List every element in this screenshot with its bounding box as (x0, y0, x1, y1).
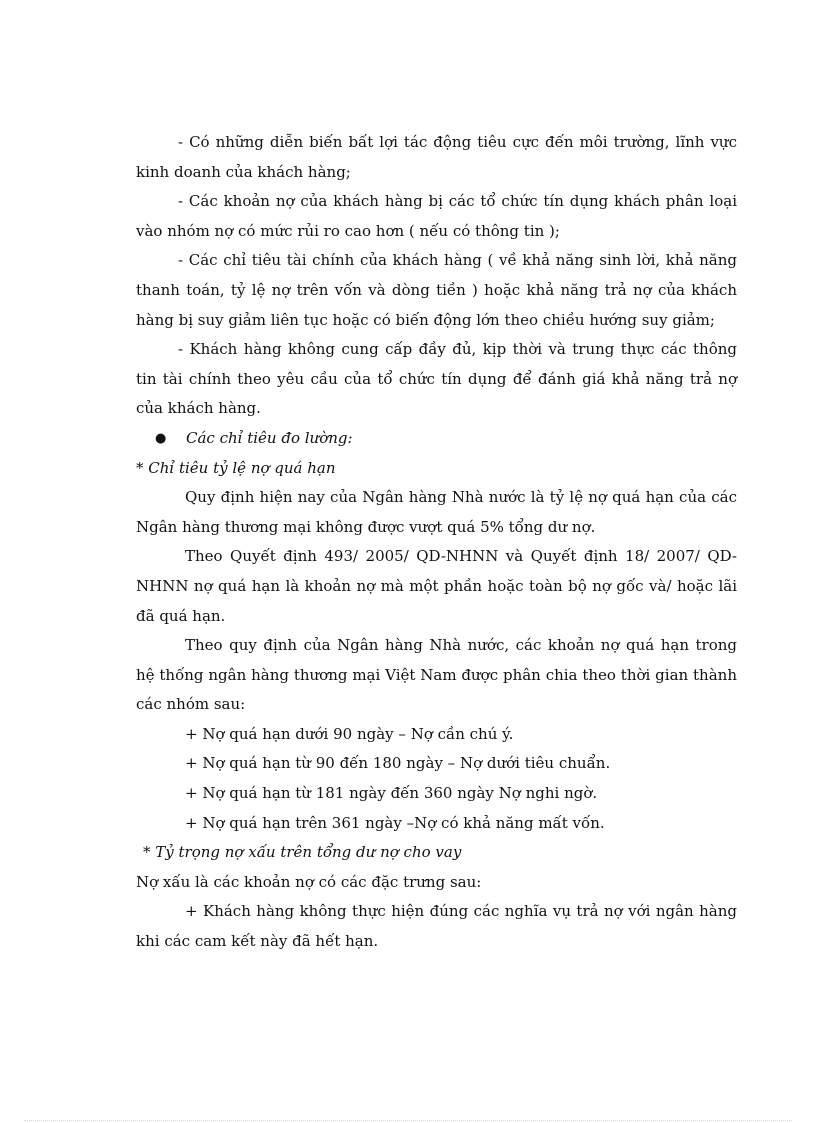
bullet-heading-text: Các chỉ tiêu đo lường: (186, 428, 353, 447)
paragraph-bad-debt-intro: Nợ xấu là các khoản nợ có các đặc trưng sau: (136, 872, 482, 891)
document-body (136, 128, 737, 957)
bullet-heading (136, 424, 737, 454)
overdue-group-item: + Nợ quá hạn từ 90 đến 180 ngày – Nợ dưới tiêu chuẩn. (185, 754, 611, 773)
page-bottom-divider (24, 1120, 792, 1121)
paragraph-financial-indicators: - Các chỉ tiêu tài chính của khách hàng ( về khả năng sinh lời, khả năng thanh toán, tỷ lệ nợ trên vốn và dòng tiền ) hoặc khả năng trả nợ của khách hàng bị suy giảm liên tục hoặc có biến động lớn theo chiều hướng suy giảm; (136, 251, 737, 329)
paragraph-sbv-regulation: Quy định hiện nay của Ngân hàng Nhà nước là tỷ lệ nợ quá hạn của các Ngân hàng thương mại không được vượt quá 5% tổng dư nợ. (136, 488, 737, 536)
paragraph-decision-definition: Theo Quyết định 493/ 2005/ QD-NHNN và Quyết định 18/ 2007/ QD-NHNN nợ quá hạn là khoản nợ mà một phần hoặc toàn bộ nợ gốc và/ hoặc lãi đã quá hạn. (136, 547, 737, 625)
overdue-group-item: + Nợ quá hạn trên 361 ngày –Nợ có khả năng mất vốn. (185, 813, 605, 832)
overdue-group-item: + Nợ quá hạn dưới 90 ngày – Nợ cần chú ý. (185, 724, 514, 743)
overdue-group-item: + Nợ quá hạn từ 181 ngày đến 360 ngày Nợ nghi ngờ. (185, 784, 598, 803)
section-heading-overdue-ratio: * Chỉ tiêu tỷ lệ nợ quá hạn (136, 458, 336, 477)
bullet-icon: ● (155, 430, 167, 446)
paragraph-bad-debt-item: + Khách hàng không thực hiện đúng các nghĩa vụ trả nợ với ngân hàng khi các cam kết này đã hết hạn. (136, 902, 737, 951)
paragraph-higher-risk-group: - Các khoản nợ của khách hàng bị các tổ chức tín dụng khách phân loại vào nhóm nợ có mức rủi ro cao hơn ( nếu có thông tin ); (136, 192, 737, 240)
paragraph-insufficient-info: - Khách hàng không cung cấp đầy đủ, kịp thời và trung thực các thông tin tài chính theo yêu cầu của tổ chức tín dụng để đánh giá khả năng trả nợ của khách hàng. (136, 340, 737, 418)
paragraph-classification: Theo quy định của Ngân hàng Nhà nước, các khoản nợ quá hạn trong hệ thống ngân hàng thương mại Việt Nam được phân chia theo thời gian thành các nhóm sau: (136, 636, 737, 714)
paragraph-adverse-developments: - Có những diễn biến bất lợi tác động tiêu cực đến môi trường, lĩnh vực kinh doanh của khách hàng; (136, 133, 737, 181)
section-heading-bad-debt: * Tỷ trọng nợ xấu trên tổng dư nợ cho vay (143, 843, 462, 862)
